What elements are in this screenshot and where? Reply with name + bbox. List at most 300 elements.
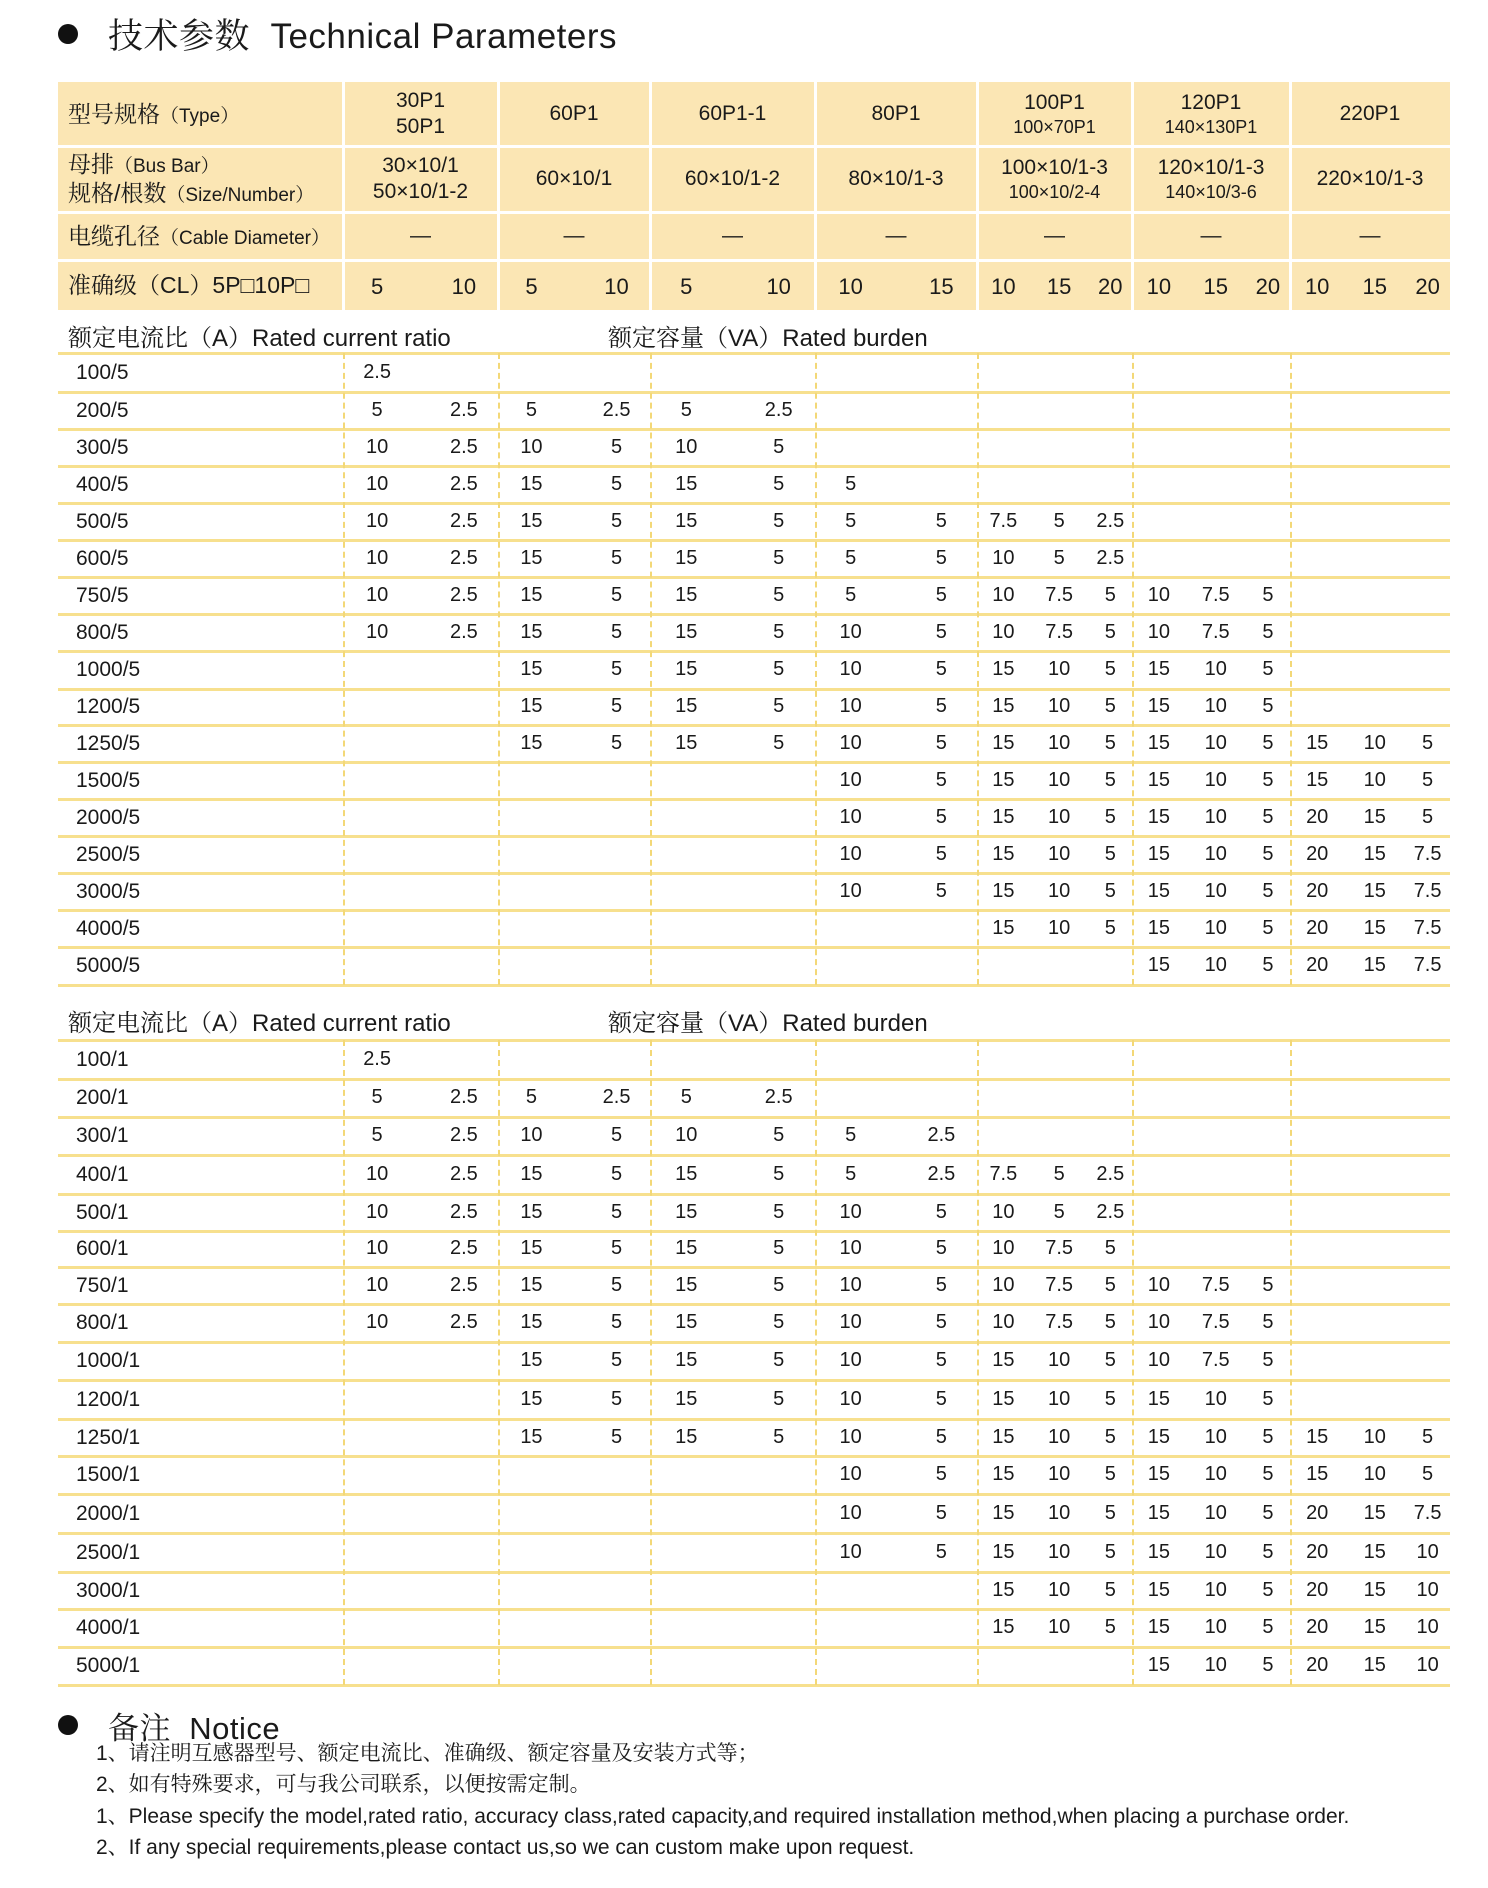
rated-burden-value: 15 (520, 1349, 543, 1371)
rated-burden-value: 2.5 (449, 620, 478, 643)
rated-burden-value: 10 (1048, 1425, 1071, 1448)
accuracy-class-value: 5 (370, 274, 384, 299)
rated-burden-value: 5 (773, 1124, 785, 1146)
rated-burden-value: 15 (992, 1425, 1015, 1448)
rated-burden-value: 5 (773, 1425, 785, 1448)
rated-burden-value: 15 (520, 695, 543, 717)
rated-burden-value: 15 (992, 842, 1015, 865)
rated-current-ratio-cell: 100/5 (76, 360, 129, 384)
rated-burden-value: 15 (992, 1540, 1015, 1563)
rated-burden-value: 10 (365, 1200, 389, 1223)
table-row-divider (58, 1455, 1450, 1458)
rated-burden-value: 15 (1363, 879, 1386, 902)
rated-burden-value: 10 (1204, 879, 1227, 902)
rated-burden-value: 5 (773, 1349, 785, 1371)
header-cable-cell (1290, 212, 1450, 260)
rated-burden-value: 5 (1104, 583, 1116, 606)
rated-burden-value: 15 (1306, 1463, 1329, 1485)
rated-burden-value: 10 (1204, 695, 1227, 717)
table-row-divider (58, 576, 1450, 579)
rated-burden-value: 2.5 (449, 1086, 478, 1108)
rated-burden-value: 10 (1048, 1387, 1071, 1410)
accuracy-class-value: 10 (451, 274, 477, 299)
rated-burden-value: 15 (992, 1349, 1015, 1371)
rated-burden-value: 5 (680, 1086, 692, 1108)
accuracy-class-value: 10 (766, 274, 791, 299)
rated-burden-value: 10 (992, 546, 1015, 569)
rated-burden-value: 5 (935, 1349, 947, 1371)
table-row-divider (58, 1039, 1450, 1042)
header-column-divider (976, 82, 979, 310)
accuracy-class-value: 10 (838, 274, 863, 299)
rated-burden-value: 5 (1104, 1501, 1116, 1524)
rated-burden-value: 5 (610, 509, 623, 532)
rated-burden-value: 10 (1204, 1501, 1227, 1524)
cable-label-en: （Cable Diameter） (160, 227, 330, 249)
rated-burden-value: 15 (1363, 805, 1386, 828)
table-column-divider (343, 353, 345, 985)
rated-current-ratio-cell: 800/1 (76, 1311, 129, 1334)
rated-burden-value: 2.5 (449, 583, 478, 606)
rated-burden-value: 5 (610, 731, 623, 754)
rated-burden-value: 5 (1104, 1425, 1116, 1448)
header-row-divider (58, 211, 1450, 214)
table-column-divider (815, 353, 817, 985)
rated-current-ratio-cell: 3000/5 (76, 879, 141, 903)
rated-burden-value: 15 (675, 731, 698, 754)
rated-burden-value: 5 (610, 620, 623, 643)
rated-burden-value: 5 (773, 1273, 785, 1296)
rated-burden-value: 15 (1147, 1501, 1170, 1524)
busbar-label-zh: 母排 (68, 151, 114, 178)
rated-burden-value: 10 (839, 1311, 862, 1333)
rated-burden-value: 15 (675, 695, 698, 717)
rated-burden-value: 10 (992, 1237, 1015, 1259)
rated-burden-value: 10 (839, 1463, 862, 1485)
rated-burden-value: 15 (675, 658, 698, 680)
rated-burden-value: 5 (610, 1349, 623, 1371)
rated-burden-value: 15 (675, 583, 698, 606)
header-busbar-cell (343, 146, 498, 212)
cl-label-zh: 准确级 (68, 271, 137, 298)
rated-burden-value: 10 (365, 583, 389, 606)
rated-current-ratio-cell: 750/1 (76, 1273, 129, 1297)
rated-burden-value: 5 (1262, 1540, 1274, 1563)
table-column-divider (977, 353, 979, 985)
rated-burden-value: 5 (1104, 1273, 1116, 1296)
rated-burden-value: 5 (1053, 1200, 1065, 1223)
table-row-divider (58, 1303, 1450, 1306)
rated-burden-value: 15 (1363, 1501, 1386, 1524)
accuracy-class-value: 5 (525, 274, 538, 299)
rated-burden-value: 10 (1048, 658, 1071, 680)
rated-burden-value: 5 (1262, 1463, 1274, 1485)
rated-burden-value: 7.5 (1045, 583, 1074, 606)
rated-current-ratio-cell: 800/5 (76, 620, 129, 644)
header-type-cell (343, 82, 498, 146)
rated-burden-value: 7.5 (1045, 620, 1074, 643)
header-cable-cell (343, 212, 498, 260)
rated-burden-value: 20 (1306, 1540, 1329, 1563)
rated-burden-value: 15 (1147, 1463, 1170, 1485)
rated-burden-value: 10 (992, 1200, 1015, 1223)
rated-burden-value: 15 (520, 658, 543, 680)
header-cable-cell (650, 212, 815, 260)
header-type-cell (815, 82, 977, 146)
rated-burden-value: 5 (371, 1086, 383, 1108)
rated-burden-value: 10 (1204, 842, 1227, 865)
header-row-label-type (58, 82, 343, 146)
cable-diameter-value: — (722, 223, 743, 247)
table-column-divider (1132, 1040, 1134, 1685)
rated-burden-value: 15 (520, 583, 543, 606)
rated-current-ratio-cell: 400/5 (76, 472, 129, 496)
rated-burden-value: 5 (610, 1124, 623, 1146)
rated-current-ratio-cell: 4000/1 (76, 1616, 141, 1639)
header-row-label-cl (58, 260, 343, 310)
rated-burden-value: 15 (1147, 695, 1170, 717)
rated-burden-value: 7.5 (1413, 916, 1442, 939)
section-heading-technical-parameters (58, 14, 617, 54)
rated-burden-value: 15 (675, 1349, 698, 1371)
rated-burden-value: 15 (520, 1387, 543, 1410)
rated-burden-value: 10 (839, 695, 862, 717)
rated-burden-value: 5 (1053, 1162, 1065, 1185)
busbar-value: 120×10/1-3 (1157, 155, 1265, 179)
rated-burden-value: 5 (773, 620, 785, 643)
rated-burden-value: 20 (1306, 1654, 1329, 1676)
rated-burden-value: 15 (1147, 1578, 1170, 1601)
rated-current-ratio-cell: 200/5 (76, 398, 129, 422)
accuracy-class-value: 15 (929, 274, 954, 299)
rated-burden-value: 10 (1363, 1425, 1386, 1448)
rated-burden-value: 5 (1262, 1616, 1274, 1638)
rated-burden-value: 10 (1048, 1463, 1071, 1485)
rated-burden-value: 10 (1048, 842, 1071, 865)
rated-burden-value: 2.5 (927, 1162, 956, 1185)
rated-burden-value: 10 (1048, 695, 1071, 717)
rated-burden-value: 10 (1048, 1578, 1071, 1601)
table-row-divider (58, 724, 1450, 727)
rated-burden-value: 10 (365, 1273, 389, 1296)
rated-burden-value: 5 (610, 1200, 623, 1223)
rated-burden-value: 10 (1048, 1616, 1071, 1638)
rated-burden-value: 20 (1306, 954, 1329, 976)
cl-label-line (68, 271, 309, 300)
rated-burden-value: 15 (675, 546, 698, 569)
rated-burden-value: 5 (610, 1425, 623, 1448)
rated-burden-value: 5 (610, 435, 623, 458)
rated-burden-value: 5 (1262, 1578, 1274, 1601)
header-busbar-cell (498, 146, 650, 212)
rated-burden-value: 15 (1147, 1425, 1170, 1448)
rated-burden-value: 2.5 (602, 1086, 631, 1108)
rated-burden-value: 7.5 (1045, 1273, 1074, 1296)
header-busbar-cell (977, 146, 1132, 212)
rated-burden-value: 2.5 (1096, 546, 1125, 569)
rated-burden-value: 5 (1104, 695, 1116, 717)
cable-diameter-value: — (1359, 223, 1381, 247)
rated-burden-value: 10 (839, 1273, 862, 1296)
rated-current-ratio-cell: 1500/5 (76, 768, 141, 792)
rated-burden-value: 5 (773, 435, 785, 458)
type-value: 100P1 (1024, 90, 1085, 114)
rated-burden-value: 10 (1147, 1273, 1170, 1296)
rated-burden-value: 10 (365, 435, 389, 458)
rated-burden-value: 15 (992, 1578, 1015, 1601)
type-value: 220P1 (1339, 101, 1401, 125)
rated-burden-value: 2.5 (449, 1200, 478, 1223)
rated-burden-value: 10 (1416, 1616, 1439, 1638)
rated-burden-value: 5 (773, 546, 785, 569)
rated-burden-value: 15 (1363, 916, 1386, 939)
rated-burden-value: 15 (992, 1387, 1015, 1410)
table-row-divider (58, 1418, 1450, 1421)
cl-label-en: （CL）5P□10P□ (137, 271, 310, 298)
cable-label-zh: 电缆孔径 (68, 222, 160, 249)
rated-burden-value: 20 (1306, 1578, 1329, 1601)
rated-burden-value: 5 (1104, 1463, 1116, 1485)
rated-burden-value: 15 (675, 620, 698, 643)
rated-burden-value: 5 (1104, 1387, 1116, 1410)
rated-burden-value: 5 (773, 509, 785, 532)
table-row-divider (58, 1379, 1450, 1382)
table-row-divider (58, 946, 1450, 949)
rated-burden-value: 15 (1147, 658, 1170, 680)
table-row-divider (58, 872, 1450, 875)
rated-burden-value: 7.5 (989, 1162, 1018, 1185)
rated-current-ratio-cell: 1000/1 (76, 1349, 141, 1372)
rated-burden-value: 15 (520, 1425, 543, 1448)
rated-burden-value: 15 (520, 731, 543, 754)
rated-burden-value: 10 (992, 583, 1015, 606)
rated-burden-value: 10 (1147, 1349, 1170, 1371)
rated-burden-value: 5 (935, 879, 947, 902)
rated-burden-value: 7.5 (1201, 1349, 1230, 1371)
rated-burden-value: 15 (1147, 879, 1170, 902)
accuracy-class-value: 5 (680, 274, 693, 299)
accuracy-class-value: 10 (991, 274, 1016, 299)
busbar-value: 60×10/1 (535, 166, 613, 190)
rated-burden-value: 10 (1204, 658, 1227, 680)
table-row-divider (58, 1571, 1450, 1574)
table-row-divider (58, 1532, 1450, 1535)
rated-burden-value: 10 (1204, 805, 1227, 828)
rated-burden-value: 5 (1262, 879, 1274, 902)
rated-burden-value: 5 (610, 1162, 623, 1185)
busbar-label-line1 (68, 150, 220, 179)
rated-burden-value: 10 (839, 879, 862, 902)
spec-header-table (58, 82, 1450, 310)
rated-burden-value: 2.5 (363, 1047, 391, 1070)
rated-burden-value: 5 (935, 1237, 947, 1259)
busbar-value: 100×10/1-3 (1001, 155, 1108, 179)
rated-burden-value: 7.5 (1201, 1273, 1230, 1296)
rated-burden-value: 10 (839, 658, 862, 680)
rated-burden-value: 15 (992, 658, 1015, 680)
rated-burden-value: 5 (1104, 1311, 1116, 1333)
rated-burden-value: 5 (680, 398, 692, 421)
rated-burden-value: 10 (365, 472, 389, 495)
rated-burden-value: 10 (365, 1311, 389, 1333)
rated-burden-value: 5 (845, 509, 857, 532)
table-row-divider (58, 613, 1450, 616)
rated-burden-value: 20 (1306, 916, 1329, 939)
rated-burden-value: 15 (1306, 1425, 1329, 1448)
rated-burden-value: 5 (773, 1200, 785, 1223)
rated-burden-value: 10 (1204, 1654, 1227, 1676)
rated-burden-value: 10 (1048, 768, 1071, 791)
rated-current-ratio-cell: 500/1 (76, 1200, 129, 1224)
rated-burden-value: 5 (935, 509, 947, 532)
type-value: 140×130P1 (1164, 116, 1258, 137)
rated-burden-value: 15 (1147, 1387, 1170, 1410)
rated-burden-value: 10 (1048, 916, 1071, 939)
table-row-divider (58, 428, 1450, 431)
header-type-cell (977, 82, 1132, 146)
rated-burden-value: 10 (839, 1200, 862, 1223)
table-row-divider (58, 1608, 1450, 1611)
rated-burden-value: 5 (935, 620, 947, 643)
rated-burden-value: 15 (675, 472, 698, 495)
rated-burden-value: 5 (610, 658, 623, 680)
rated-burden-value: 10 (839, 1501, 862, 1524)
rated-burden-value: 10 (1363, 768, 1386, 791)
table-row-divider (58, 1078, 1450, 1081)
rated-burden-value: 5 (1104, 1349, 1116, 1371)
rated-burden-value: 10 (1204, 1540, 1227, 1563)
type-value: 120P1 (1180, 90, 1242, 114)
rated-current-ratio-cell: 1200/1 (76, 1387, 141, 1411)
accuracy-class-value: 15 (1046, 274, 1072, 299)
rated-burden-heading: 额定容量（VA）Rated burden (608, 1010, 928, 1037)
rated-burden-value: 5 (1262, 695, 1274, 717)
rated-burden-value: 5 (1262, 1273, 1274, 1296)
title-en: Technical Parameters (270, 17, 618, 56)
table-column-divider (977, 1040, 979, 1685)
rated-burden-value: 15 (1147, 1540, 1170, 1563)
rated-burden-value: 2.5 (1096, 1162, 1125, 1185)
busbar-label-line2 (68, 179, 314, 208)
rated-burden-value: 15 (992, 1501, 1015, 1524)
rated-burden-value: 15 (1363, 954, 1386, 976)
rated-burden-value: 15 (520, 620, 543, 643)
rated-burden-value: 5 (773, 583, 785, 606)
rated-current-ratio-cell: 300/1 (76, 1124, 129, 1147)
rated-burden-value: 15 (1363, 1578, 1386, 1601)
rated-current-ratio-cell: 5000/1 (76, 1654, 141, 1677)
table-row-divider (58, 1646, 1450, 1649)
rated-burden-value: 10 (1204, 1387, 1227, 1410)
rated-burden-value: 2.5 (449, 435, 478, 458)
rated-burden-value: 10 (520, 435, 543, 458)
table-row-divider (58, 391, 1450, 394)
table-row-divider (58, 688, 1450, 691)
cable-diameter-value: — (410, 223, 431, 247)
rated-burden-value: 5 (1104, 1237, 1116, 1259)
rated-burden-value: 5 (1104, 620, 1116, 643)
rated-burden-value: 2.5 (764, 1086, 793, 1108)
rated-burden-value: 2.5 (449, 1162, 478, 1185)
rated-burden-value: 5 (935, 1311, 947, 1333)
rated-burden-value: 10 (839, 1349, 862, 1371)
rated-burden-value: 5 (1262, 1311, 1274, 1333)
rated-burden-value: 5 (935, 1501, 947, 1524)
rated-burden-value: 5 (935, 546, 947, 569)
rated-burden-value: 5 (773, 472, 785, 495)
rated-burden-value: 20 (1306, 879, 1329, 902)
table-row-divider (58, 352, 1450, 355)
rated-burden-value: 5 (935, 583, 947, 606)
accuracy-class-value: 10 (1304, 274, 1330, 299)
rated-burden-value: 20 (1306, 1501, 1329, 1524)
rated-burden-value: 5 (610, 1237, 623, 1259)
rated-current-ratio-cell: 1250/5 (76, 731, 141, 755)
rated-burden-value: 5 (773, 1387, 785, 1410)
rated-burden-value: 15 (1147, 768, 1170, 791)
rated-burden-value: 7.5 (1045, 1237, 1074, 1259)
rated-burden-value: 5 (1262, 805, 1274, 828)
rated-burden-value: 2.5 (449, 546, 478, 569)
rated-burden-value: 5 (1262, 1501, 1274, 1524)
header-cable-cell (1132, 212, 1290, 260)
accuracy-class-value: 10 (604, 274, 629, 299)
table-column-divider (1290, 353, 1292, 985)
rated-current-ratio-heading: 额定电流比（A）Rated current ratio (68, 1010, 451, 1037)
rated-burden-value: 7.5 (1201, 620, 1230, 643)
rated-burden-value: 10 (1416, 1540, 1439, 1563)
rated-burden-value: 5 (1262, 842, 1274, 865)
header-row-label-cable (58, 212, 343, 260)
rated-current-ratio-cell: 1500/1 (76, 1463, 141, 1486)
rated-burden-value: 15 (675, 1387, 698, 1410)
table-row-divider (58, 1684, 1450, 1687)
rated-burden-value: 15 (1147, 954, 1170, 976)
rated-burden-value: 15 (1306, 768, 1329, 791)
table-column-divider (1132, 353, 1134, 985)
rated-burden-value: 5 (525, 398, 537, 421)
rated-burden-value: 15 (1147, 916, 1170, 939)
rated-burden-value: 2.5 (449, 1237, 478, 1259)
busbar-value: 100×10/2-4 (1008, 181, 1101, 202)
header-column-divider (497, 82, 500, 310)
header-type-cell (1132, 82, 1290, 146)
rated-burden-value: 5 (1262, 583, 1274, 606)
rated-burden-value: 15 (1306, 731, 1329, 754)
rated-burden-value: 15 (992, 768, 1015, 791)
rated-burden-value: 10 (365, 509, 389, 532)
header-cable-cell (498, 212, 650, 260)
table-row-divider (58, 798, 1450, 801)
header-type-cell (498, 82, 650, 146)
accuracy-class-value: 20 (1098, 274, 1123, 299)
rated-current-ratio-cell: 600/5 (76, 546, 129, 570)
rated-burden-value: 5 (935, 1425, 947, 1448)
rated-current-ratio-heading: 额定电流比（A）Rated current ratio (68, 325, 451, 352)
rated-burden-value: 15 (675, 1162, 698, 1185)
rated-burden-value: 2.5 (927, 1124, 956, 1146)
rated-burden-value: 10 (365, 546, 389, 569)
table-row-divider (58, 835, 1450, 838)
type-label-line (68, 100, 239, 129)
rated-burden-value: 2.5 (602, 398, 631, 421)
rated-burden-heading: 额定容量（VA）Rated burden (608, 325, 928, 352)
table-row-divider (58, 1154, 1450, 1157)
rated-burden-value: 5 (1104, 916, 1116, 939)
rated-burden-value: 5 (1262, 1387, 1274, 1410)
rated-current-ratio-cell: 750/5 (76, 583, 129, 607)
table-column-divider (343, 1040, 345, 1685)
